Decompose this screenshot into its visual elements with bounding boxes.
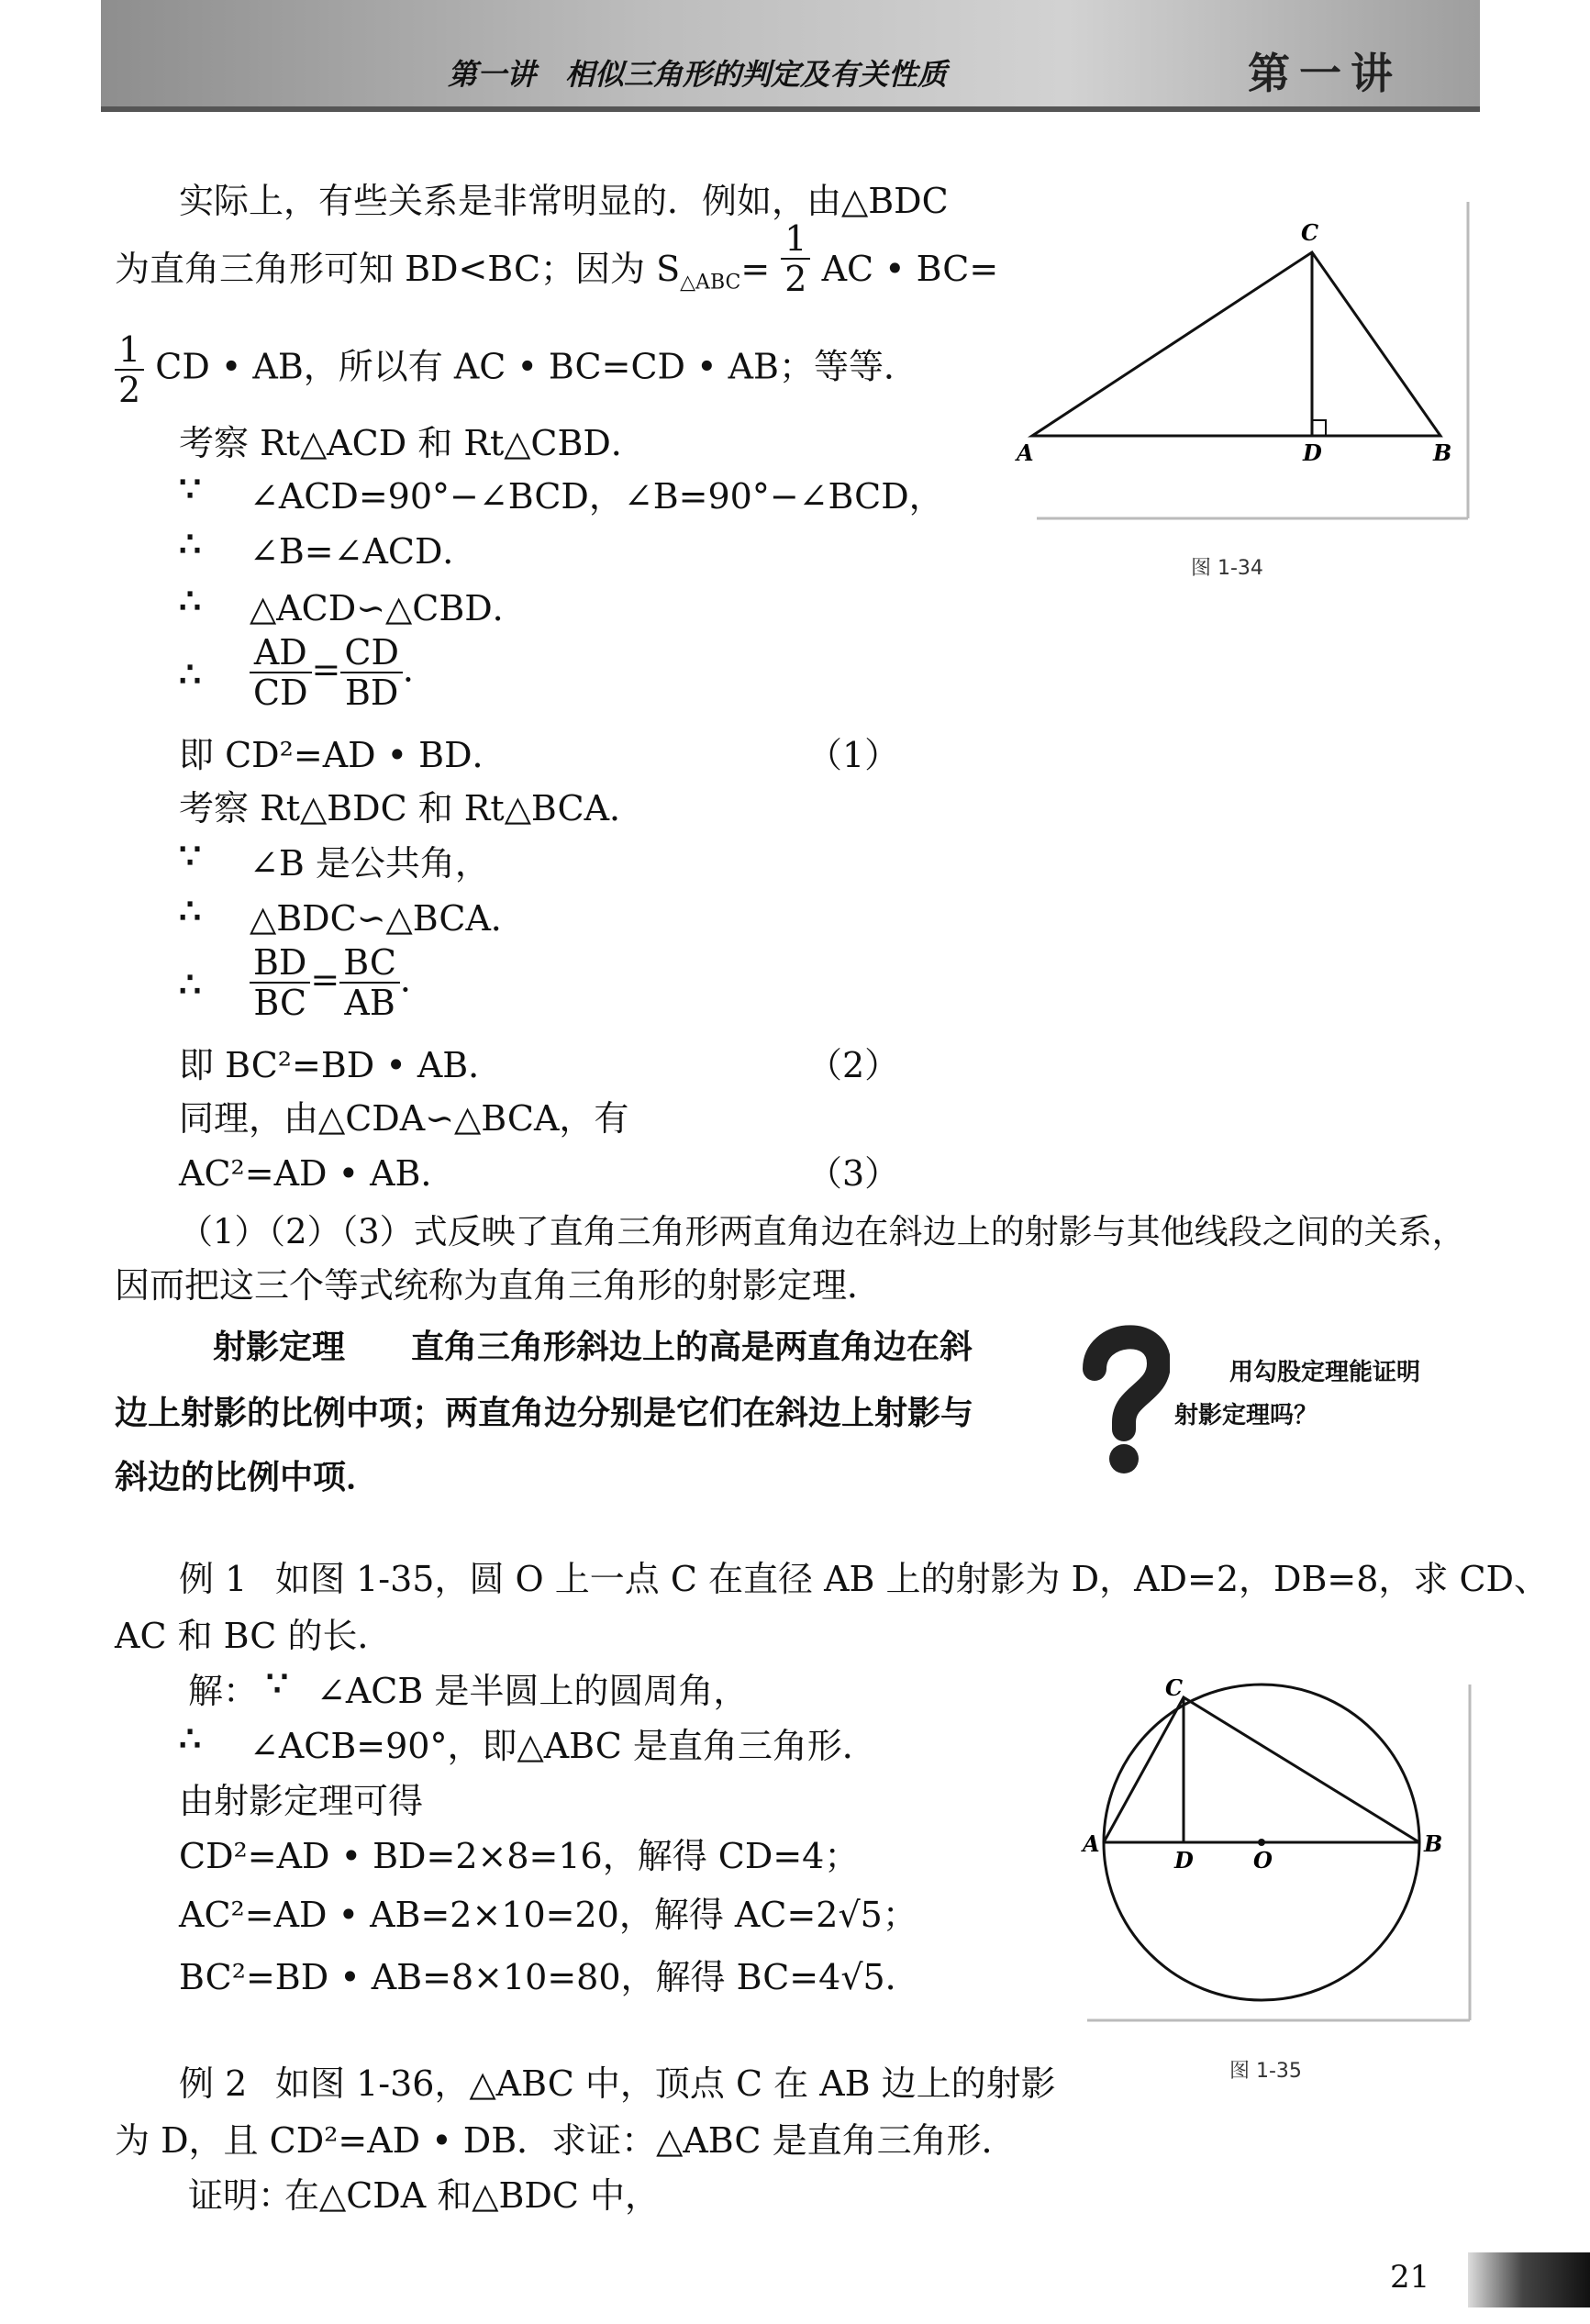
label-b: B [1424,1830,1443,1857]
footer-bar [1468,2252,1590,2307]
label-a: A [1017,439,1034,466]
label-c: C [1301,219,1319,246]
figure-1-35-caption: 图 1-35 [1229,2060,1302,2083]
intro-line-1: 实际上，有些关系是非常明显的．例如，由△BDC [179,181,949,221]
header-rule [101,106,1480,112]
solution-step-1: ∠ACB 是半圆上的圆周角， [317,1671,749,1711]
therefore-symbol: ∴ [179,580,202,621]
figure-1-35 [1073,1679,1477,2028]
therefore-symbol: ∴ [179,1718,202,1759]
consider-1: 考察 Rt△ACD 和 Rt△CBD． [179,423,646,463]
therefore-symbol: ∴ [179,653,202,695]
label-d: D [1303,439,1322,466]
proof-line: 在△CDA 和△BDC 中， [284,2175,661,2216]
center-o [1258,1839,1265,1846]
therefore-symbol: ∴ [179,523,202,564]
right-angle-mark [1312,420,1326,436]
result-3: AC²=AD • AB． [179,1153,456,1194]
solution-step-3: 由射影定理可得 [179,1781,424,1821]
area-subscript: △ABC [680,271,741,295]
label-o: O [1253,1847,1273,1874]
figure-1-34-caption: 图 1-34 [1191,557,1263,580]
intro-line-2 [115,217,999,299]
example-2-label: 例 2 [179,2063,248,2104]
ratio-1-left: $\frac{AD}{CD}$ [250,633,312,712]
similarly-line: 同理，由△CDA∽△BCA，有 [179,1098,629,1139]
ratio-2-left: $\frac{BD}{BC}$ [250,943,310,1022]
result-2: 即 BC²=BD • AB． [179,1045,504,1085]
half-fraction-1: $\frac{1}{2}$ [781,219,810,298]
intro-line-3 [115,330,918,409]
because-symbol: ∵ [266,1662,289,1704]
step-1: ∠ACD=90°−∠BCD，∠B=90°−∠BCD， [250,476,944,517]
figure-1-34 [1009,193,1477,532]
step-4: ∠B 是公共角， [250,843,490,884]
theorem-line-1: 直角三角形斜边上的高是两直角边在斜 [411,1329,973,1366]
summary-line-2: 因而把这三个等式统称为直角三角形的射影定理． [115,1265,883,1306]
equation-number-3: （3） [807,1153,900,1194]
ratio-2: $\frac{BD}{BC}$ = $\frac{BC}{AB}$ ． [250,943,435,1022]
theorem-line-2: 边上射影的比例中项；两直角边分别是它们在斜边上射影与 [115,1395,974,1432]
label-b: B [1433,439,1452,466]
label-a: A [1083,1830,1100,1857]
solution-step-5: AC²=AD • AB=2×10=20，解得 AC=2√5； [179,1895,917,1935]
equation-number-1: （1） [807,735,900,775]
therefore-symbol: ∴ [179,963,202,1005]
example-1-label: 例 1 [179,1559,248,1599]
label-c: C [1165,1679,1184,1701]
proof-label: 证明： [188,2175,294,2216]
intro-line-2-post: AC • BC= [821,249,999,289]
example-2-line-1: 如图 1-36，△ABC 中，顶点 C 在 AB 边上的射影 [275,2063,1056,2104]
page-number: 21 [1390,2259,1430,2296]
question-mark-icon [1078,1321,1170,1477]
intro-eq: = [740,249,771,289]
example-1-line-2: AC 和 BC 的长． [115,1616,393,1656]
example-2-line-2: 为 D，且 CD²=AD • DB．求证：△ABC 是直角三角形． [115,2120,1017,2161]
equation-number-2: （2） [807,1045,900,1085]
lecture-label: 第一讲 [1248,49,1402,98]
solution-step-6: BC²=BD • AB=8×10=80，解得 BC=4√5． [179,1957,920,1997]
solution-label: 解： [188,1671,259,1711]
step-5: △BDC∽△BCA． [250,898,526,939]
question-line-1: 用勾股定理能证明 [1229,1359,1421,1386]
chapter-title: 第一讲 相似三角形的判定及有关性质 [448,57,948,92]
step-3: △ACD∽△CBD． [250,588,528,628]
ratio-2-right: $\frac{BC}{AB}$ [339,943,400,1022]
label-d: D [1174,1847,1194,1874]
half-fraction-2: $\frac{1}{2}$ [115,330,144,409]
example-1-line-1: 如图 1-35，圆 O 上一点 C 在直径 AB 上的射影为 D，AD=2，DB=8，求 CD、 [275,1559,1550,1599]
because-symbol: ∵ [179,468,202,509]
intro-line-3-post: CD • AB，所以有 AC • BC=CD • AB；等等． [155,346,918,387]
ratio-1: $\frac{AD}{CD}$ = $\frac{CD}{BD}$ ． [250,633,438,712]
intro-line-2-pre: 为直角三角形可知 BD<BC；因为 S [115,249,681,289]
triangle-acb [1104,1697,1419,1842]
theorem-name: 射影定理 [213,1329,346,1366]
result-1: 即 CD²=AD • BD． [179,735,507,775]
solution-step-2: ∠ACB=90°，即△ABC 是直角三角形． [250,1726,877,1766]
ratio-1-right: $\frac{CD}{BD}$ [340,633,403,712]
summary-line-1: （1）（2）（3）式反映了直角三角形两直角边在斜边上的射影与其他线段之间的关系， [179,1212,1466,1251]
because-symbol: ∵ [179,835,202,876]
solution-step-4: CD²=AD • BD=2×8=16，解得 CD=4； [179,1836,860,1876]
step-2: ∠B=∠ACD． [250,531,478,572]
question-line-2: 射影定理吗？ [1174,1402,1318,1429]
theorem-line-3: 斜边的比例中项． [115,1459,380,1496]
therefore-symbol: ∴ [179,890,202,931]
triangle-abc [1032,252,1440,436]
consider-2: 考察 Rt△BDC 和 Rt△BCA． [179,788,645,828]
